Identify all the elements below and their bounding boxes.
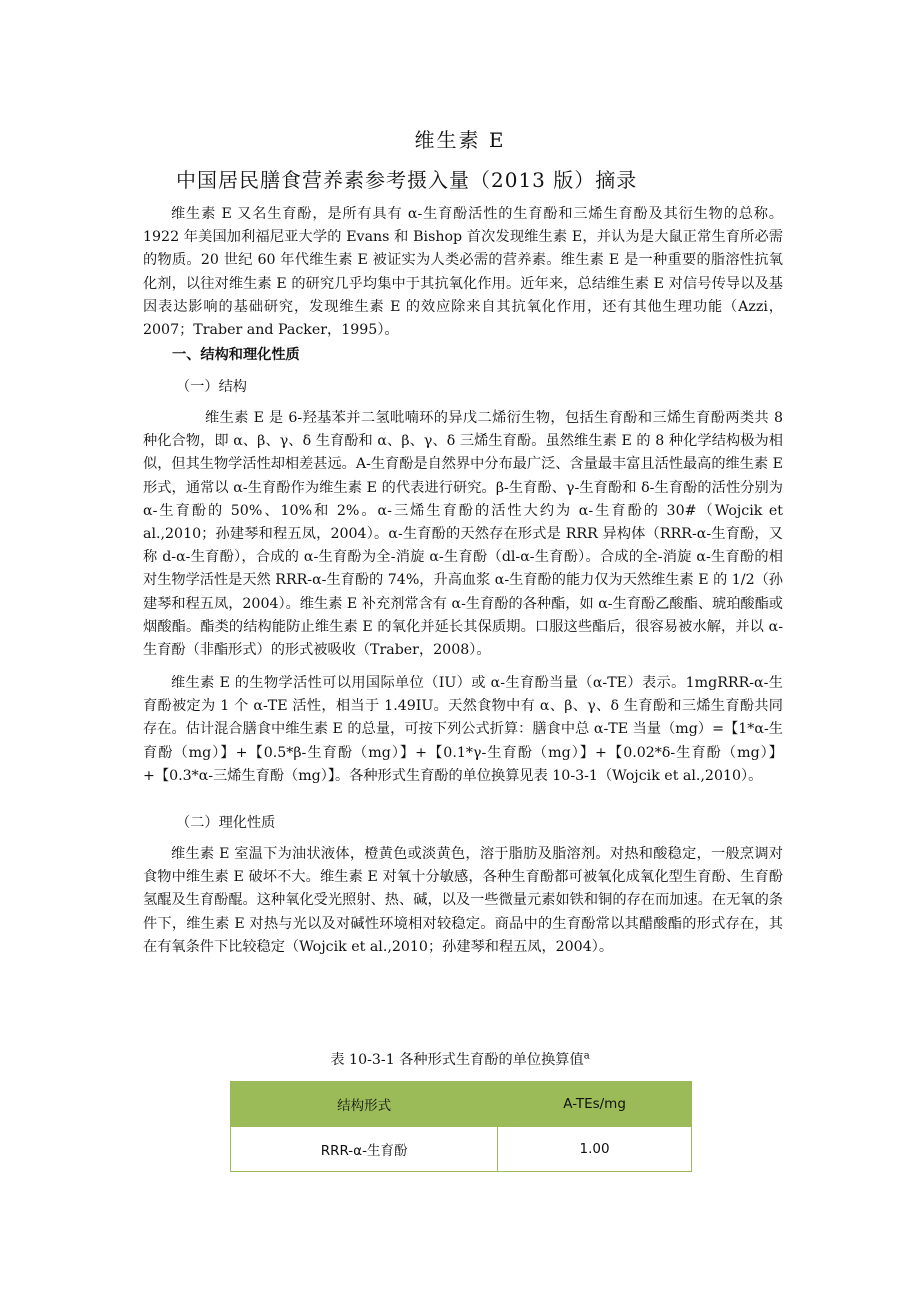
structure-paragraph-1: 维生素 E 是 6-羟基苯并二氢吡喃环的异戊二烯衍生物，包括生育酚和三烯生育酚两类共 8 种化合物，即 α、β、γ、δ 生育酚和 α、β、γ、δ 三烯生育酚。虽然维生素 E 的 8 种化学结构极为相似，但其生物学活性却相差甚远。A-生育酚是自然界中分布最广泛、含量最丰富且活性最高的维生素 E 形式，通常以 α-生育酚作为维生素 E 的代表进行研究。β-生育酚、γ-生育酚和 δ-生育酚的活性分别为 α-生育酚的 50%、10%和 2%。α-三烯生育酚的活性大约为 α-生育酚的 30#（Wojcik et al.,2010；孙建琴和程五凤，2004）。α-生育酚的天然存在形式是 RRR 异构体（RRR-α-生育酚，又称 d-α-生育酚），合成的 α-生育酚为全-消旋 α-生育酚（dl-α-生育酚）。合成的全-消旋 α-生育酚的相对生物学活性是天然 RRR-α-生育酚的 74%，升高血浆 α-生育酚的能力仅为天然维生素 E 的 1/2（孙建琴和程五凤，2004）。维生素 E 补充剂常含有 α-生育酚的各种酯，如 α-生育酚乙酸酯、琥珀酸酯或烟酸酯。酯类的结构能防止维生素 E 的氧化并延长其保质期。口服这些酯后，很容易被水解，并以 α-生育酚（非酯形式）的形式被吸收（Traber，2008）。	[143, 410, 783, 659]
intro-paragraph: 维生素 E 又名生育酚，是所有具有 α-生育酚活性的生育酚和三烯生育酚及其衍生物的总称。1922 年美国加利福尼亚大学的 Evans 和 Bishop 首次发现维生素 E，并认为是大鼠正常生育所必需的物质。20 世纪 60 年代维生素 E 被证实为人类必需的营养素。维生素 E 是一种重要的脂溶性抗氧化剂，以往对维生素 E 的研究几乎均集中于其抗氧化作用。近年来，总结维生素 E 对信号传导以及基因表达影响的基础研究，发现维生素 E 的效应除来自其抗氧化作用，还有其他生理功能（Azzi，2007；Traber and Packer，1995）。	[143, 206, 783, 339]
table-caption-footnote-mark: a	[583, 1050, 590, 1062]
subsection-heading-physchem: （二）理化性质	[176, 815, 276, 831]
table-caption	[0, 1049, 920, 1069]
table-caption-text: 表 10-3-1 各种形式生育酚的单位换算值	[330, 1052, 584, 1068]
physchem-paragraph: 维生素 E 室温下为油状液体，橙黄色或淡黄色，溶于脂肪及脂溶剂。对热和酸稳定，一般烹调对食物中维生素 E 破坏不大。维生素 E 对氧十分敏感，各种生育酚都可被氧化成氧化型生育酚、生育酚氢醌及生育酚醌。这种氧化受光照射、热、碱，以及一些微量元素如铁和铜的存在而加速。在无氧的条件下，维生素 E 对热与光以及对碱性环境相对较稳定。商品中的生育酚常以其醋酸酯的形式存在，其在有氧条件下比较稳定（Wojcik et al.,2010；孙建琴和程五凤，2004）。	[143, 846, 783, 955]
table-header-cell: 结构形式	[231, 1082, 498, 1127]
section-heading-structure-properties: 一、结构和理化性质	[172, 347, 300, 363]
structure-paragraph-2: 维生素 E 的生物学活性可以用国际单位（IU）或 α-生育酚当量（α-TE）表示。1mgRRR-α-生育酚被定为 1 个 α-TE 活性，相当于 1.49IU。天然食物中有 α、β、γ、δ 生育酚和三烯生育酚共同存在。估计混合膳食中维生素 E 的总量，可按下列公式折算：膳食中总 α-TE 当量（mg）=【1*α-生育酚（mg）】+【0.5*β-生育酚（mg）】+【0.1*γ-生育酚（mg）】+【0.02*δ-生育酚（mg）】+【0.3*α-三烯生育酚（mg）】。各种形式生育酚的单位换算见表 10-3-1（Wojcik et al.,2010）。	[143, 675, 783, 784]
table-header-cell: A-TEs/mg	[498, 1082, 692, 1127]
document-title: 维生素 E	[414, 128, 506, 152]
table-cell: 1.00	[498, 1127, 692, 1172]
table-row	[231, 1127, 692, 1172]
table-cell: RRR-α-生育酚	[231, 1127, 498, 1172]
unit-conversion-table	[230, 1081, 692, 1172]
table-header-row	[231, 1082, 692, 1127]
subsection-heading-structure: （一）结构	[176, 379, 247, 395]
document-subtitle: 中国居民膳食营养素参考摄入量（2013 版）摘录	[176, 168, 638, 192]
